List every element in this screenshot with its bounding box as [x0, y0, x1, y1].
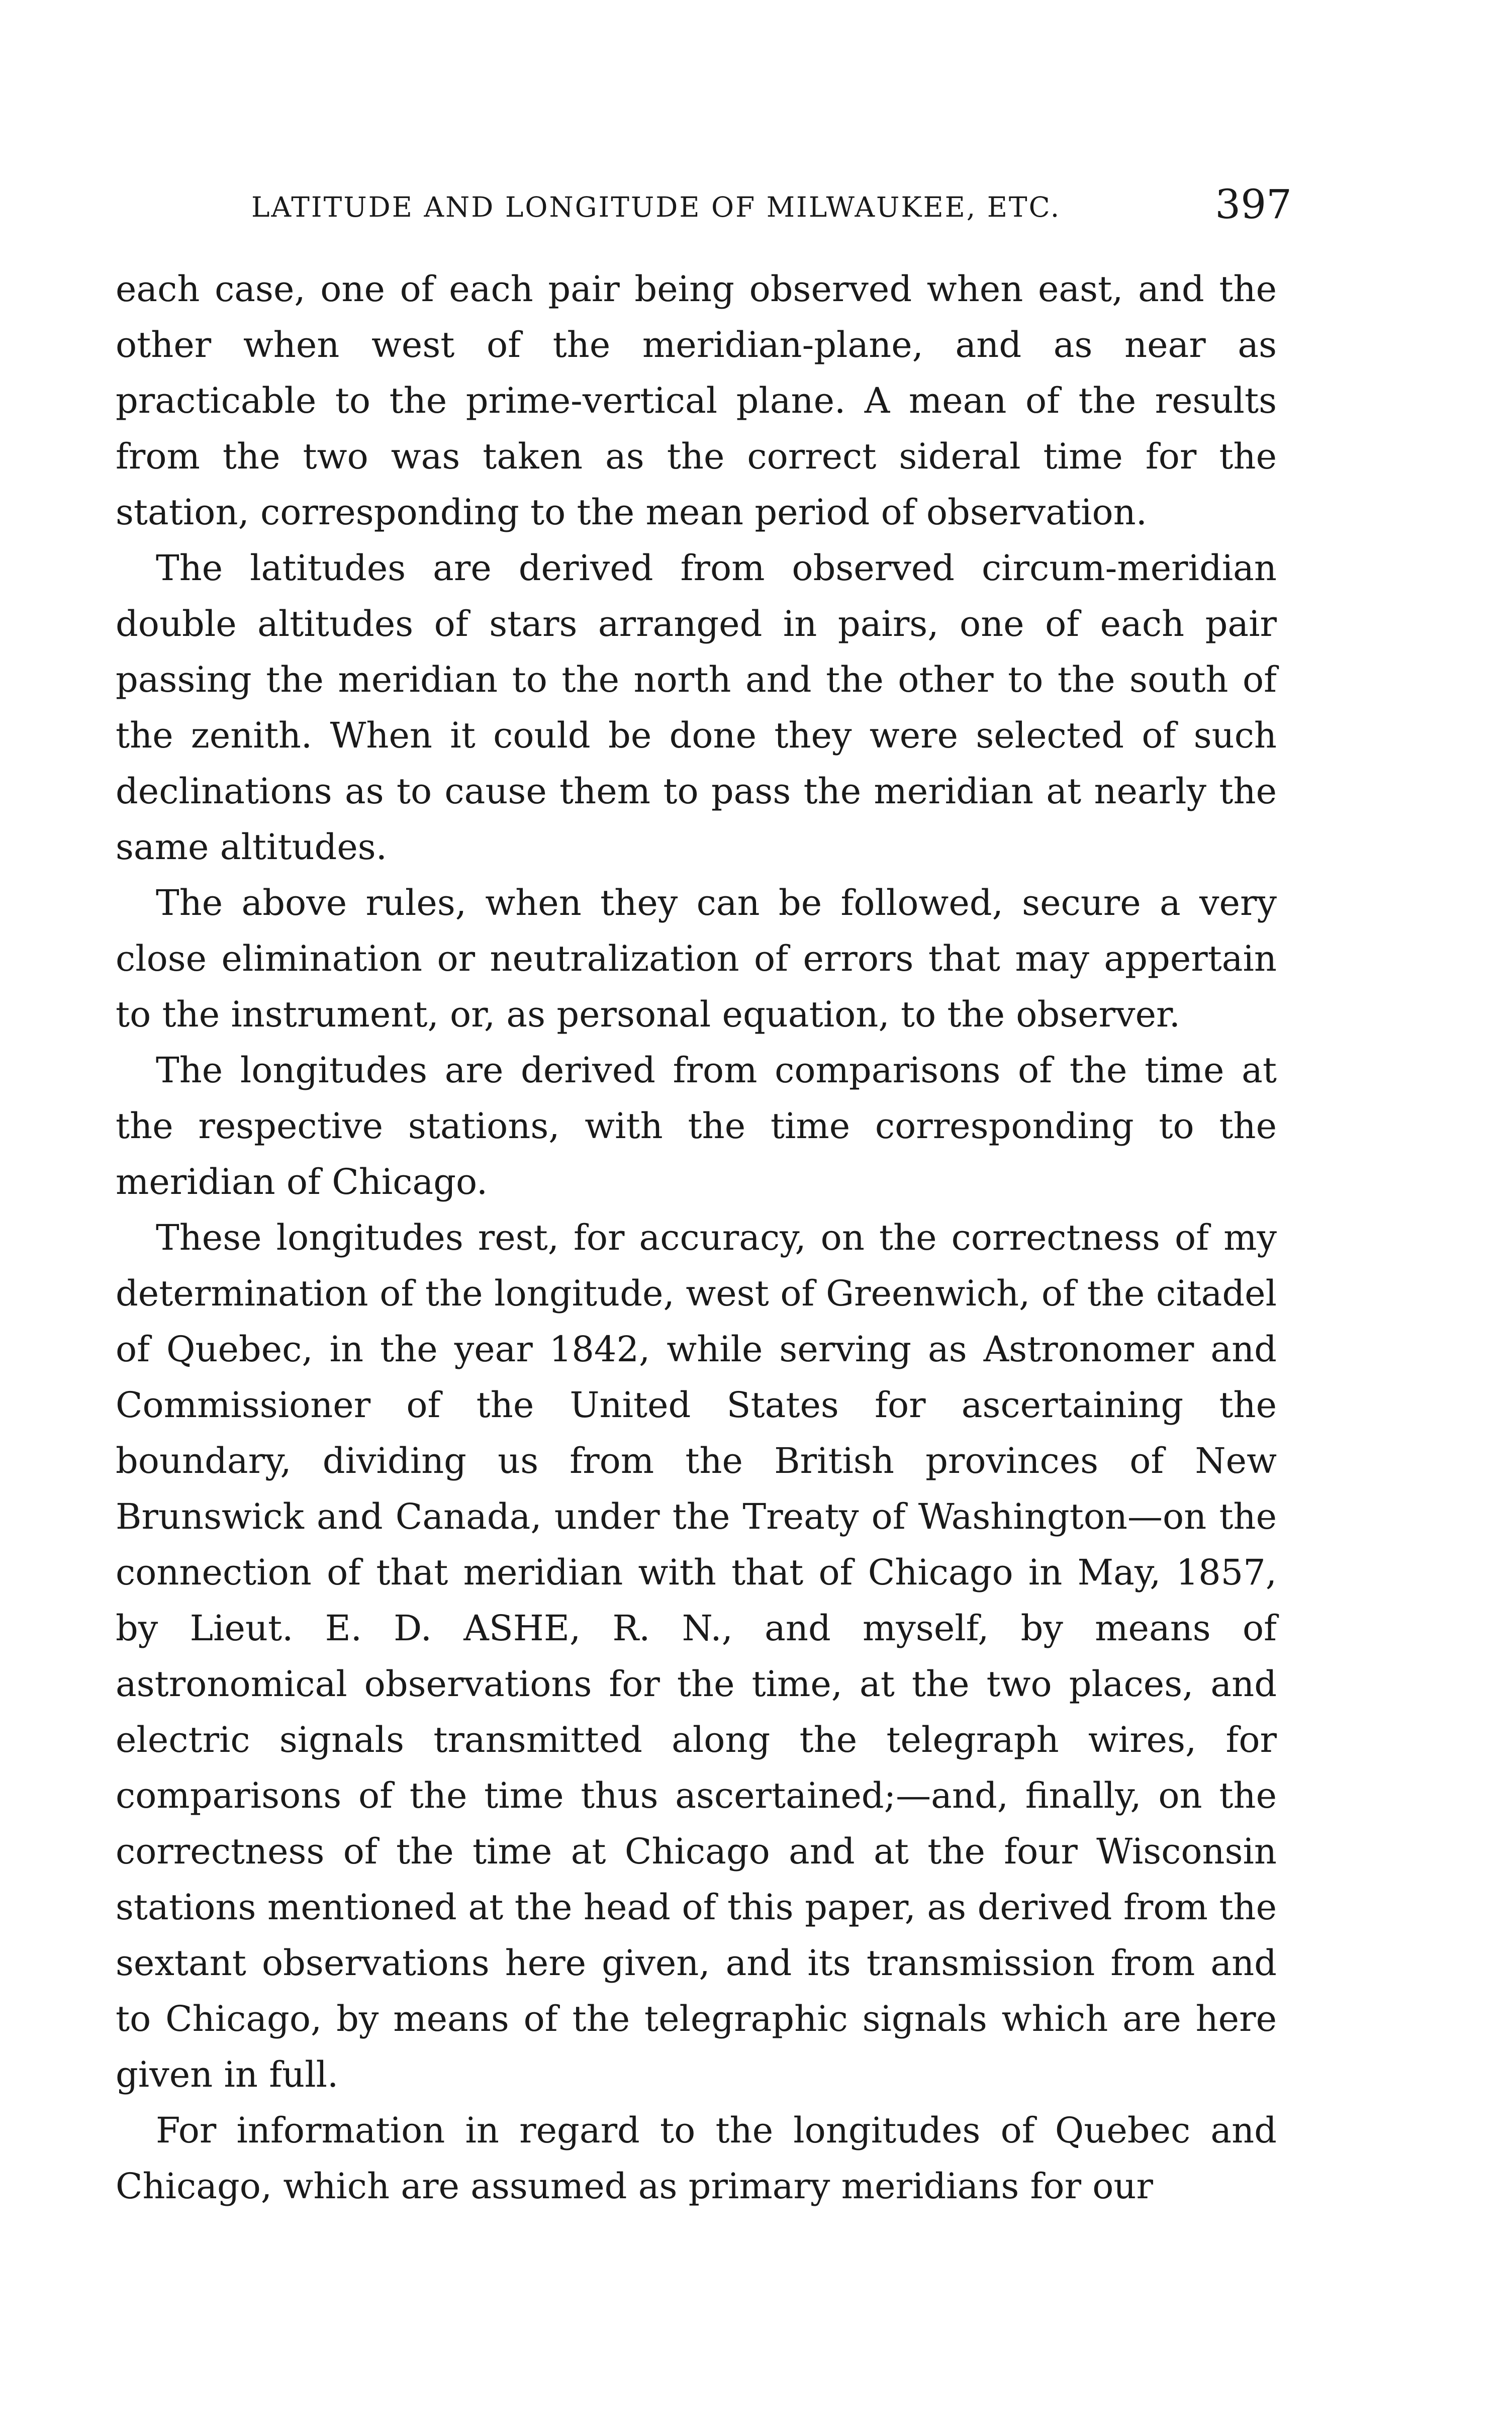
body-text [116, 261, 1277, 2214]
paragraph-information: For information in regard to the longitudes of Quebec and Chicago, which are assumed as primary meridians for our [116, 2110, 1277, 2207]
paragraph-accuracy: These longitudes rest, for accuracy, on the correctness of my determination of the longitude, west of Greenwich, of the citadel of Quebec, in the year 1842, while serving as Astronomer and Commissioner of the United States for ascertaining the boundary, dividing us from the British provinces of New Brunswick and Canada, under the Treaty of Washington—on the connection of that meridian with that of Chicago in May, 1857, by Lieut. E. D. ASHE, R. N., and myself, by means of astronomical observations for the time, at the two places, and electric signals transmitted along the telegraph wires, for comparisons of the time thus ascertained;—and, finally, on the correctness of the time at Chicago and at the four Wisconsin stations mentioned at the head of this paper, as derived from the sextant observations here given, and its transmission from and to Chicago, by means of the telegraphic signals which are here given in full. [116, 1217, 1277, 2095]
paragraph-rules: The above rules, when they can be followed, secure a very close elimination or neutralization of errors that may appertain to the instrument, or, as personal equation, to the observer. [116, 882, 1277, 1035]
running-head [251, 181, 1292, 236]
running-title: LATITUDE AND LONGITUDE OF MILWAUKEE, ETC. [251, 191, 1061, 223]
paragraph-continuation: each case, one of each pair being observed when east, and the other when west of the meridian-plane, and as near as practicable to the prime-vertical plane. A mean of the results from the two was taken as the correct sideral time for the station, corresponding to the mean period of observation. [116, 268, 1277, 533]
page-number: 397 [1215, 181, 1292, 228]
paragraph-latitudes: The latitudes are derived from observed circum-meridian double altitudes of stars arranged in pairs, one of each pair passing the meridian to the north and the other to the south of the zenith. When it could be done they were selected of such declinations as to cause them to pass the meridian at nearly the same altitudes. [116, 547, 1277, 868]
paragraph-longitudes: The longitudes are derived from comparisons of the time at the respective stations, with the time corresponding to the meridian of Chicago. [116, 1050, 1277, 1202]
